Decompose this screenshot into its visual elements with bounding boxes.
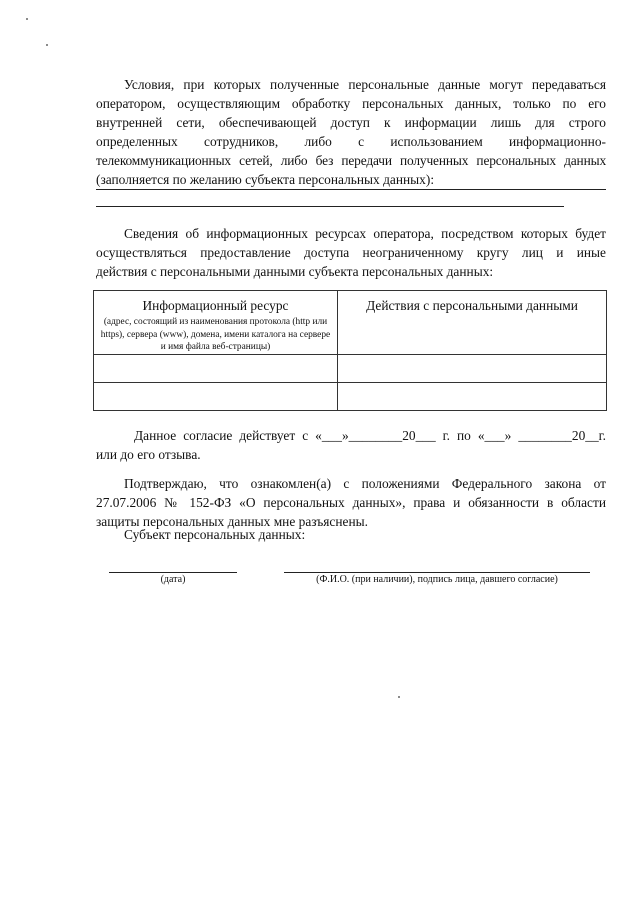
text-line: оператором, осуществляющим обработку персональных данных, только по его [96, 96, 606, 111]
table-row [94, 383, 607, 411]
text-line: телекоммуникационных сетей, либо без передачи полученных персональных данных [96, 153, 606, 168]
subject-label [96, 525, 606, 544]
table-header-row [94, 291, 607, 355]
text-line: (заполняется по желанию субъекта персональных данных): [96, 172, 435, 187]
text-line: защиты персональных данных мне разъяснены. [96, 514, 368, 529]
column-title: Информационный ресурс [142, 298, 289, 313]
text-line: определенных сотрудников, либо с использованием информационно- [96, 134, 606, 149]
text-line: 27.07.2006 № 152-ФЗ «О персональных данных», права и обязанности в области [96, 495, 606, 510]
paragraph-information-resources [96, 224, 606, 281]
column-header-actions [338, 291, 607, 355]
text-line: осуществляться предоставление доступа неограниченному кругу лиц и иные [96, 245, 606, 260]
text-line: действия с персональными данными субъекта персональных данных: [96, 264, 494, 279]
fill-in-line[interactable] [96, 206, 564, 207]
text-line: Субъект персональных данных: [124, 527, 306, 542]
table-row [94, 355, 607, 383]
date-line[interactable] [109, 572, 237, 573]
date-caption: (дата) [160, 574, 186, 585]
table-cell[interactable] [338, 355, 607, 383]
column-title: Действия с персональными данными [366, 298, 578, 313]
column-header-resource [94, 291, 338, 355]
text-line: Подтверждаю, что ознакомлен(а) с положениями Федерального закона от [124, 476, 606, 491]
paragraph-transfer-conditions [96, 75, 606, 189]
scan-speck [46, 44, 48, 46]
scan-speck [26, 18, 28, 20]
information-resources-table [93, 290, 607, 411]
table-cell[interactable] [94, 355, 338, 383]
scan-speck [398, 696, 400, 698]
table-cell[interactable] [94, 383, 338, 411]
text-line: или до его отзыва. [96, 447, 201, 462]
paragraph-confirmation [96, 474, 606, 531]
text-line: Данное согласие действует с «___»________20___ г. по «___» ________20__г. [134, 428, 606, 443]
column-note: (адрес, состоящий из наименования протокола (http или https), сервера (www), домена, имени каталога на сервере и имя файла веб-страницы) [100, 317, 331, 352]
table-cell[interactable] [338, 383, 607, 411]
signature-caption: (Ф.И.О. (при наличии), подпись лица, давшего согласие) [316, 574, 558, 585]
text-line: Сведения об информационных ресурсах оператора, посредством которых будет [124, 226, 606, 241]
paragraph-validity [96, 426, 606, 464]
text-line: Условия, при которых полученные персональные данные могут передаваться [124, 77, 606, 92]
fill-in-line[interactable] [96, 189, 606, 190]
text-line: внутренней сети, обеспечивающей доступ к информации лишь для строго [96, 115, 606, 130]
signature-line[interactable] [284, 572, 590, 573]
